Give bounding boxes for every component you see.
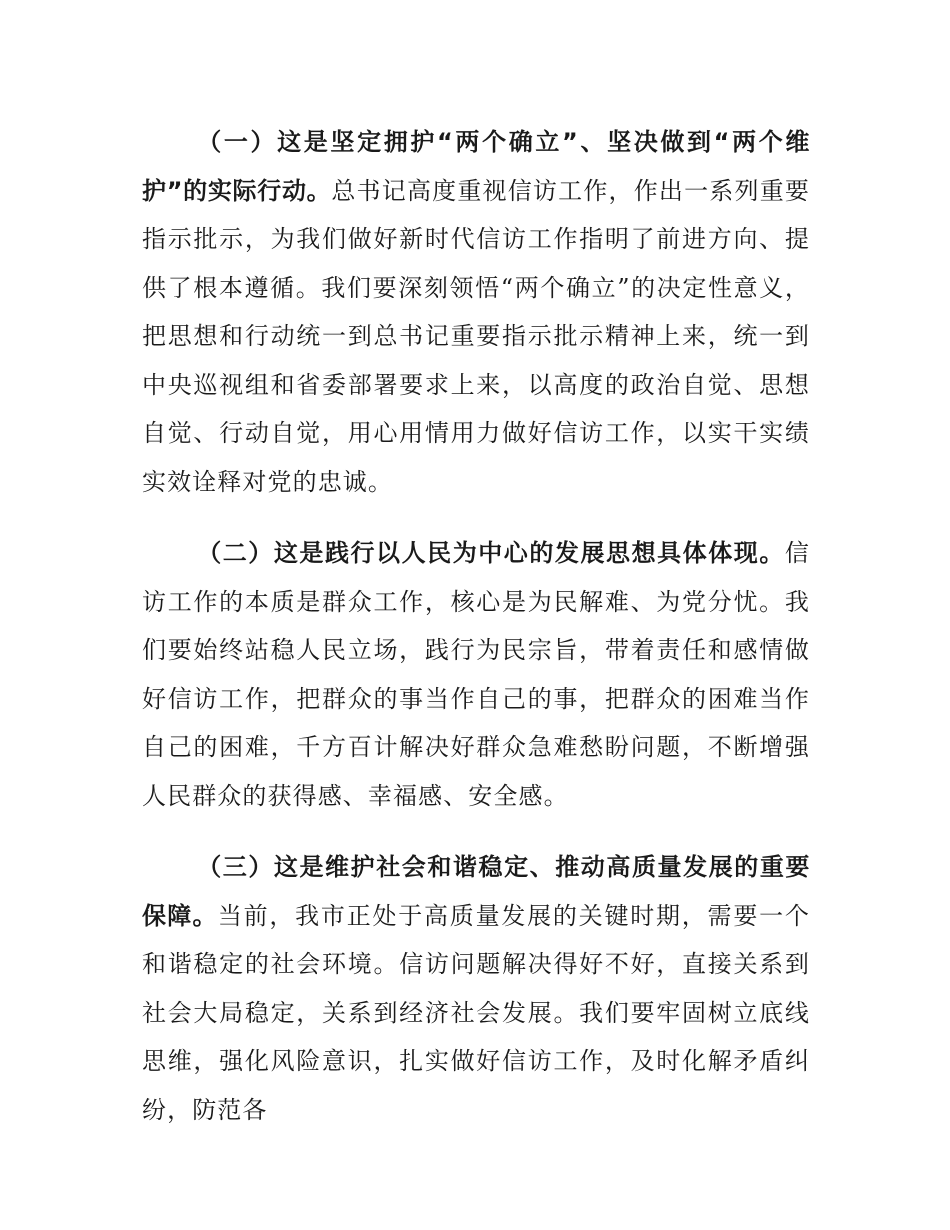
paragraph-2-heading: （二）这是践行以人民为中心的发展思想具体体现。 <box>197 539 785 567</box>
paragraph-3-text: 当前，我市正处于高质量发展的关键时期，需要一个和谐稳定的社会环境。信访问题解决得好不好，直接关系到社会大局稳定，关系到经济社会发展。我们要牢固树立底线思维，强化风险意识，扎实做好信访工作，及时化解矛盾纠纷，防范各 <box>142 901 810 1124</box>
paragraph-2-text: 信访工作的本质是群众工作，核心是为民解难、为党分忧。我们要始终站稳人民立场，践行为民宗旨，带着责任和感情做好信访工作，把群众的事当作自己的事，把群众的困难当作自己的困难，千方百计解决好群众急难愁盼问题，不断增强人民群众的获得感、幸福感、安全感。 <box>142 539 810 810</box>
paragraph-3-heading: （三）这是维护社会和谐稳定、推动高质量发展的重要保障。 <box>142 853 810 930</box>
paragraph-1-heading: （一）这是坚定拥护“两个确立”、坚决做到“两个维护”的实际行动。 <box>142 128 810 205</box>
paragraph-1 <box>142 118 810 506</box>
paragraph-2 <box>142 529 810 820</box>
paragraph-3 <box>142 843 810 1134</box>
paragraph-1-text: 总书记高度重视信访工作，作出一系列重要指示批示，为我们做好新时代信访工作指明了前进方向、提供了根本遵循。我们要深刻领悟“两个确立”的决定性意义，把思想和行动统一到总书记重要指示批示精神上来，统一到中央巡视组和省委部署要求上来，以高度的政治自觉、思想自觉、行动自觉，用心用情用力做好信访工作，以实干实绩实效诠释对党的忠诚。 <box>142 176 810 496</box>
document-body <box>142 118 810 1157</box>
